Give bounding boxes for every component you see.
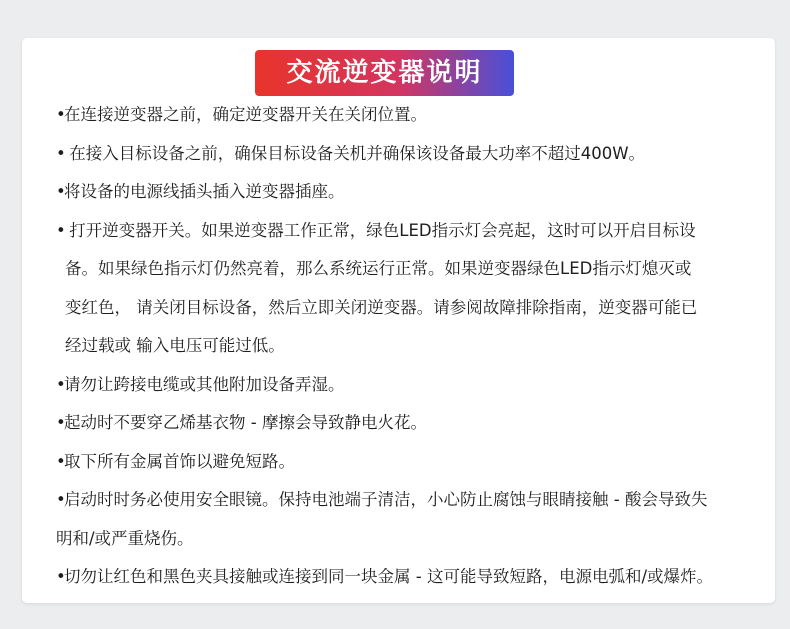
item-text: 取下所有金属首饰以避免短路。 — [64, 451, 295, 471]
instruction-list — [56, 96, 768, 597]
item-text-continued: 明和/或严重烧伤。 — [56, 528, 194, 548]
item-text: 切勿让红色和黑色夹具接触或连接到同一块金属 - 这可能导致短路，电源电弧和/或爆炸。 — [64, 567, 714, 586]
bullet: • — [56, 374, 66, 394]
bullet: • — [56, 220, 66, 240]
list-item — [56, 558, 768, 597]
bullet: • — [56, 105, 66, 124]
instruction-card — [22, 38, 775, 603]
list-item — [56, 173, 768, 212]
list-item — [56, 404, 768, 443]
list-item — [56, 135, 768, 174]
item-text: 打开逆变器开关。如果逆变器工作正常，绿色LED指示灯会亮起，这时可以开启目标设 — [64, 220, 696, 240]
item-text: 起动时不要穿乙烯基衣物 - 摩擦会导致静电火花。 — [64, 413, 427, 432]
list-item — [56, 481, 768, 520]
bullet: • — [56, 413, 66, 432]
bullet: • — [56, 182, 66, 201]
list-item — [56, 96, 768, 135]
item-text: 在接入目标设备之前，确保目标设备关机并确保该设备最大功率不超过400W。 — [64, 143, 646, 163]
bullet: • — [56, 490, 66, 509]
item-text: 启动时时务必使用安全眼镜。保持电池端子清洁，小心防止腐蚀与眼睛接触 - 酸会导致失 — [64, 490, 708, 509]
bullet: • — [56, 567, 66, 586]
page-title: 交流逆变器说明 — [255, 50, 514, 96]
list-item — [56, 212, 768, 251]
bullet: • — [56, 143, 66, 163]
list-item — [56, 366, 768, 405]
item-text-continued: 变红色， 请关闭目标设备，然后立即关闭逆变器。请参阅故障排除指南，逆变器可能已 — [65, 297, 698, 317]
list-item — [56, 443, 768, 482]
bullet: • — [56, 451, 66, 471]
item-text-continued: 备。如果绿色指示灯仍然亮着，那么系统运行正常。如果逆变器绿色LED指示灯熄灭或 — [65, 259, 692, 278]
item-text: 请勿让跨接电缆或其他附加设备弄湿。 — [64, 374, 345, 394]
item-text: 在连接逆变器之前，确定逆变器开关在关闭位置。 — [64, 105, 427, 124]
item-text-continued: 经过载或 输入电压可能过低。 — [65, 336, 285, 355]
item-text: 将设备的电源线插头插入逆变器插座。 — [64, 182, 345, 201]
